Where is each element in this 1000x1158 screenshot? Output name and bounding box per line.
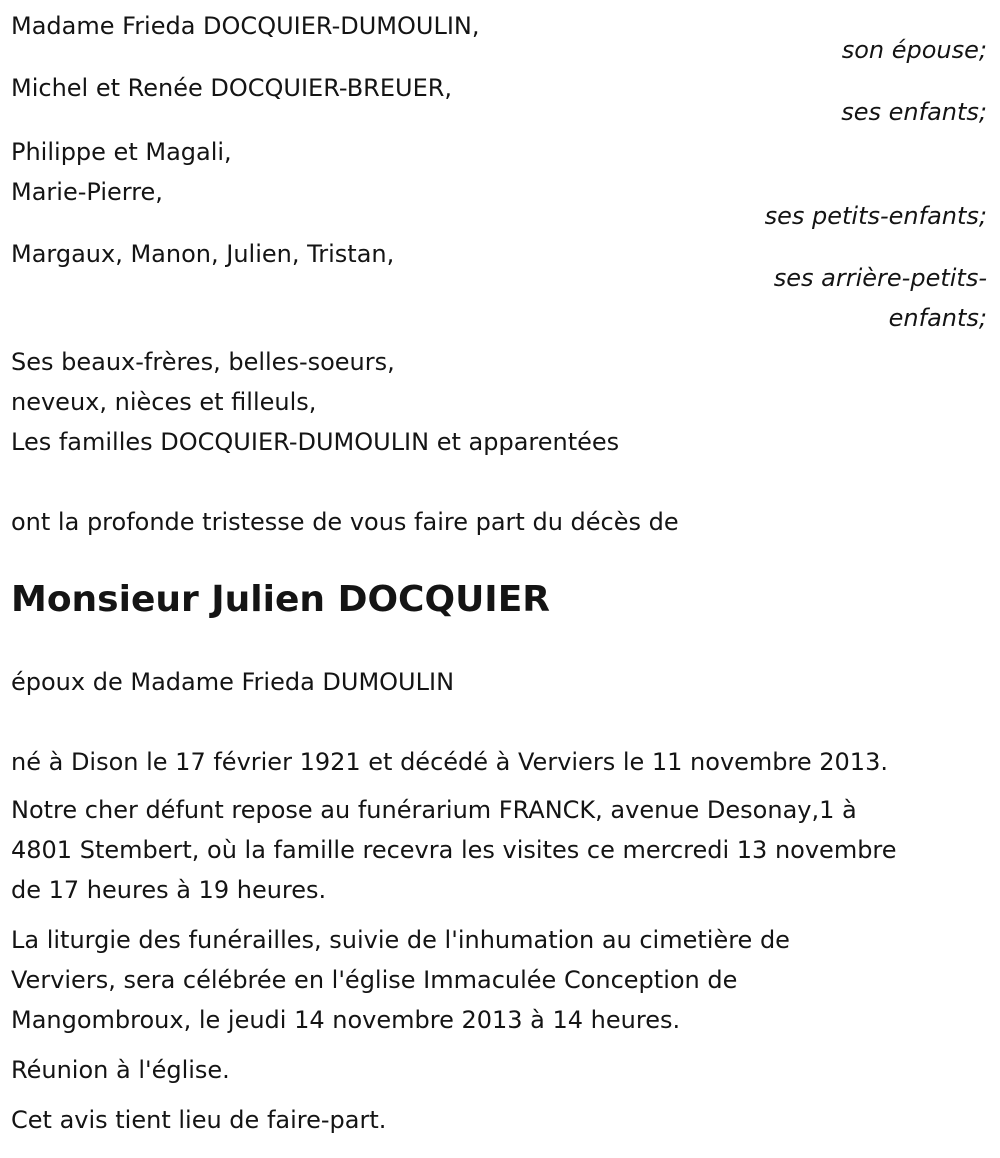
- children-role: ses enfants;: [841, 98, 987, 126]
- grandchildren-name-1: Philippe et Magali,: [11, 138, 232, 166]
- great-grandchildren-names: Margaux, Manon, Julien, Tristan,: [11, 240, 395, 268]
- liturgy-line-2: Verviers, sera célébrée en l'église Immaculée Conception de: [11, 966, 738, 994]
- liturgy-line-3: Mangombroux, le jeudi 14 novembre 2013 à 14 heures.: [11, 1006, 681, 1034]
- meeting-line: Réunion à l'église.: [11, 1056, 230, 1084]
- grandchildren-role: ses petits-enfants;: [764, 202, 987, 230]
- great-grandchildren-entry: [11, 234, 989, 338]
- grandchildren-entry: [11, 132, 989, 236]
- children-entry: [11, 68, 989, 132]
- other-relatives-line-2: neveux, nièces et filleuls,: [11, 388, 317, 416]
- liturgy-line-1: La liturgie des funérailles, suivie de l'inhumation au cimetière de: [11, 926, 790, 954]
- other-relatives-line-1: Ses beaux-frères, belles-soeurs,: [11, 348, 395, 376]
- other-relatives-line-3: Les familles DOCQUIER-DUMOULIN et apparentées: [11, 428, 620, 456]
- other-relatives: [11, 342, 989, 462]
- rest-paragraph: [11, 790, 989, 910]
- notice-line: Cet avis tient lieu de faire-part.: [11, 1106, 387, 1134]
- spouse-role: son épouse;: [841, 36, 987, 64]
- announcement-text: ont la profonde tristesse de vous faire part du décès de: [11, 508, 679, 536]
- rest-line-1: Notre cher défunt repose au funérarium FRANCK, avenue Desonay,1 à: [11, 796, 857, 824]
- spouse-entry: [11, 6, 989, 70]
- rest-line-3: de 17 heures à 19 heures.: [11, 876, 327, 904]
- liturgy-paragraph: [11, 920, 989, 1040]
- deceased-name: Monsieur Julien DOCQUIER: [11, 579, 551, 620]
- great-grandchildren-role-2: enfants;: [888, 304, 987, 332]
- children-names: Michel et Renée DOCQUIER-BREUER,: [11, 74, 453, 102]
- deceased-spouse-line: époux de Madame Frieda DUMOULIN: [11, 668, 455, 696]
- grandchildren-name-2: Marie-Pierre,: [11, 178, 163, 206]
- great-grandchildren-role-1: ses arrière-petits-: [773, 264, 987, 292]
- birth-death-line: né à Dison le 17 février 1921 et décédé à Verviers le 11 novembre 2013.: [11, 748, 888, 776]
- rest-line-2: 4801 Stembert, où la famille recevra les visites ce mercredi 13 novembre: [11, 836, 897, 864]
- spouse-name: Madame Frieda DOCQUIER-DUMOULIN,: [11, 12, 480, 40]
